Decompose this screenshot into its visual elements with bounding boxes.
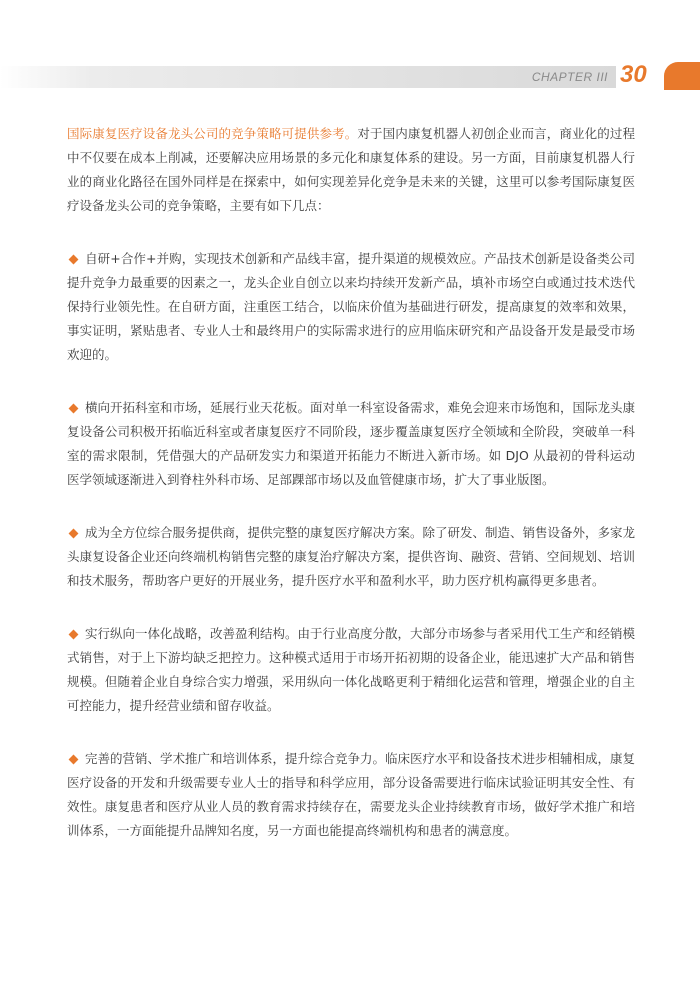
chapter-label: CHAPTER III xyxy=(531,70,608,84)
point-text: 自研+合作+并购，实现技术创新和产品线丰富，提升渠道的规模效应。产品技术创新是设备类公司提升竞争力最重要的因素之一，龙头企业自创立以来均持续开发新产品，填补市场空白或通过技术迭代保持行业领先性。在自研方面，注重医工结合，以临床价值为基础进行研发，提高康复的效率和效果，事实证明，紧贴患者、专业人士和最终用户的实际需求进行的应用临床研究和产品设备开发是最受市场欢迎的。 xyxy=(67,251,635,362)
diamond-bullet-icon xyxy=(69,754,79,764)
point-paragraph-1 xyxy=(67,247,635,367)
point-text: 成为全方位综合服务提供商，提供完整的康复医疗解决方案。除了研发、制造、销售设备外，多家龙头康复设备企业还向终端机构销售完整的康复治疗解决方案，提供咨询、融资、营销、空间规划、培训和技术服务，帮助客户更好的开展业务，提升医疗水平和盈利水平，助力医疗机构赢得更多患者。 xyxy=(67,525,636,588)
diamond-bullet-icon xyxy=(69,403,79,413)
page-number: 30 xyxy=(620,61,647,88)
corner-tab-decoration xyxy=(664,62,700,90)
point-text: 实行纵向一体化战略，改善盈利结构。由于行业高度分散，大部分市场参与者采用代工生产和经销模式销售，对于上下游均缺乏把控力。这种模式适用于市场开拓初期的设备企业，能迅速扩大产品和销售规模。但随着企业自身综合实力增强，采用纵向一体化战略更利于精细化运营和管理，增强企业的自主可控能力，提升经营业绩和留存收益。 xyxy=(67,626,636,713)
point-paragraph-4 xyxy=(67,622,635,718)
point-text: 横向开拓科室和市场，延展行业天花板。面对单一科室设备需求，难免会迎来市场饱和，国际龙头康复设备公司积极开拓临近科室或者康复医疗不同阶段，逐步覆盖康复医疗全领域和全阶段，突破单一科室的需求限制，凭借强大的产品研发实力和渠道开拓能力不断进入新市场。如 DJO 从最初的骨科运动医学领域逐渐进入到脊柱外科市场、足部踝部市场以及血管健康市场，扩大了事业版图。 xyxy=(67,400,636,487)
diamond-bullet-icon xyxy=(69,629,79,639)
document-body xyxy=(67,122,635,872)
diamond-bullet-icon xyxy=(69,528,79,538)
intro-paragraph xyxy=(67,122,635,218)
header-bar xyxy=(0,66,616,88)
diamond-bullet-icon xyxy=(69,254,79,264)
point-paragraph-3 xyxy=(67,521,635,593)
point-text: 完善的营销、学术推广和培训体系，提升综合竞争力。临床医疗水平和设备技术进步相辅相成，康复医疗设备的开发和升级需要专业人士的指导和科学应用，部分设备需要进行临床试验证明其安全性、有效性。康复患者和医疗从业人员的教育需求持续存在，需要龙头企业持续教育市场，做好学术推广和培训体系，一方面能提升品牌知名度，另一方面也能提高终端机构和患者的满意度。 xyxy=(67,751,636,838)
intro-text: 对于国内康复机器人初创企业而言，商业化的过程中不仅要在成本上削减，还要解决应用场景的多元化和康复体系的建设。另一方面，目前康复机器人行业的商业化路径在国外同样是在探索中，如何实现差异化竞争是未来的关键，这里可以参考国际康复医疗设备龙头公司的竞争策略，主要有如下几点： xyxy=(67,126,635,213)
point-paragraph-5 xyxy=(67,747,635,843)
point-paragraph-2 xyxy=(67,396,635,492)
intro-lead: 国际康复医疗设备龙头公司的竞争策略可提供参考。 xyxy=(67,126,358,141)
